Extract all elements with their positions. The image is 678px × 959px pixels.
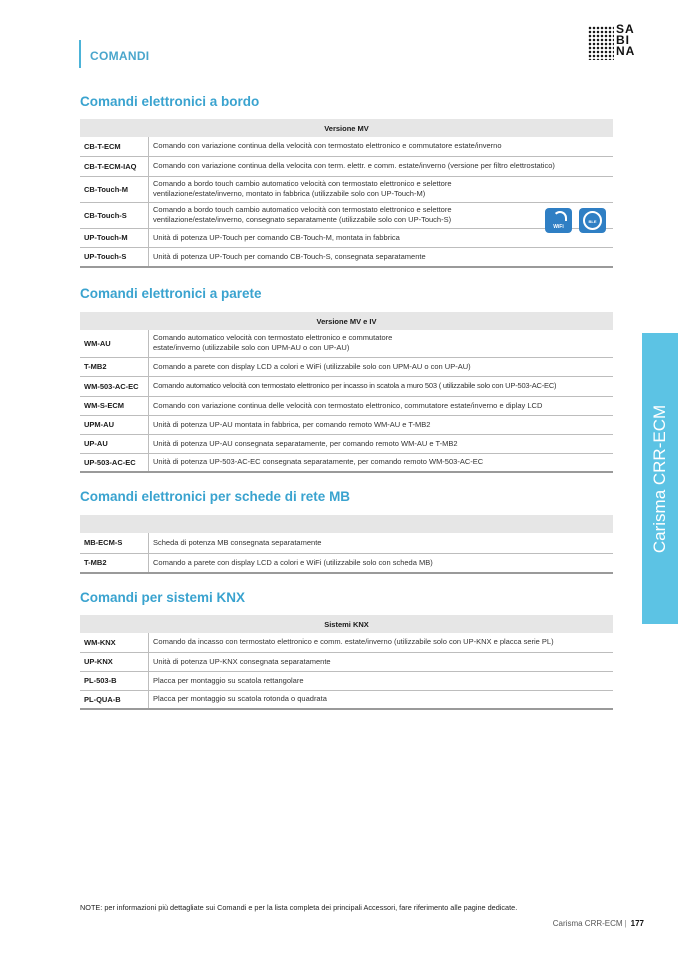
logo-line: NA bbox=[616, 44, 636, 58]
sabiana-logo bbox=[588, 22, 648, 62]
product-code: CB-Touch-M bbox=[80, 176, 149, 202]
product-code: UP-Touch-S bbox=[80, 247, 149, 267]
product-code: CB-T-ECM bbox=[80, 137, 149, 156]
product-description: Unità di potenza UP-503-AC-EC consegnata separatamente, per comando remoto WM-503-AC-EC bbox=[149, 453, 614, 472]
side-chapter-tab bbox=[642, 333, 678, 624]
header-accent-bar bbox=[79, 40, 81, 68]
product-description: Unità di potenza UP-Touch per comando CB-Touch-M, montata in fabbrica bbox=[149, 228, 614, 247]
table-bordo bbox=[80, 119, 613, 268]
product-description: Comando a bordo touch cambio automatico velocità con termostato elettronico e selettore ventilazione/estate/inverno, montato in fabbrica (utilizzabile solo con UP-Touch-M) bbox=[149, 176, 614, 202]
product-description: Placca per montaggio su scatola rettangolare bbox=[149, 671, 614, 690]
product-code: WM-KNX bbox=[80, 633, 149, 652]
logo-line: BI bbox=[616, 33, 630, 47]
section-title-bordo: Comandi elettronici a bordo bbox=[80, 94, 260, 109]
table-header bbox=[80, 515, 613, 533]
footnote: NOTE: per informazioni più dettagliate sui Comandi e per la lista completa dei principali Accessori, fare riferimento alle pagine dedicate. bbox=[80, 903, 518, 912]
connectivity-badges bbox=[545, 208, 609, 236]
product-description: Comando con variazione continua delle velocità con termostato elettronico, commutatore estate/inverno e diplay LCD bbox=[149, 396, 614, 415]
product-description: Comando automatico velocità con termostato elettronico per incasso in scatola a muro 503 ( utilizzabile solo con UP-503-AC-EC) bbox=[149, 376, 614, 396]
product-code: PL-QUA-B bbox=[80, 690, 149, 709]
table-knx bbox=[80, 615, 613, 710]
product-code: UP-503-AC-EC bbox=[80, 453, 149, 472]
logo-line: SA bbox=[616, 22, 635, 36]
product-code: CB-Touch-S bbox=[80, 202, 149, 228]
product-code: T-MB2 bbox=[80, 357, 149, 376]
footer-separator: | bbox=[624, 919, 627, 928]
logo-letters bbox=[616, 24, 648, 57]
product-description: Comando da incasso con termostato elettronico e comm. estate/inverno (utilizzabile solo con UP-KNX e placca serie PL) bbox=[149, 633, 614, 652]
product-code: MB-ECM-S bbox=[80, 533, 149, 553]
product-description: Unità di potenza UP-KNX consegnata separatamente bbox=[149, 652, 614, 671]
table-parete bbox=[80, 312, 613, 473]
product-code: UP-AU bbox=[80, 434, 149, 453]
page-footer bbox=[553, 919, 644, 928]
wifi-label: WiFi bbox=[553, 224, 564, 230]
product-code: WM-AU bbox=[80, 330, 149, 357]
bluetooth-icon bbox=[579, 208, 606, 233]
product-code: UP-Touch-M bbox=[80, 228, 149, 247]
product-code: PL-503-B bbox=[80, 671, 149, 690]
side-tab-label: Carisma CRR-ECM bbox=[650, 404, 669, 553]
product-code: T-MB2 bbox=[80, 553, 149, 573]
product-code: UP-KNX bbox=[80, 652, 149, 671]
table-header: Versione MV e IV bbox=[80, 312, 613, 330]
product-description: Comando a parete con display LCD a colori e WiFi (utilizzabile solo con scheda MB) bbox=[149, 553, 614, 573]
section-title-knx: Comandi per sistemi KNX bbox=[80, 590, 246, 605]
table-schede-mb bbox=[80, 515, 613, 574]
page-number: 177 bbox=[630, 919, 644, 928]
product-description: Placca per montaggio su scatola rotonda o quadrata bbox=[149, 690, 614, 709]
table-header: Sistemi KNX bbox=[80, 615, 613, 633]
wifi-arc bbox=[553, 211, 567, 221]
product-code: CB-T-ECM-IAQ bbox=[80, 156, 149, 176]
wifi-icon bbox=[545, 208, 572, 233]
product-description: Scheda di potenza MB consegnata separatamente bbox=[149, 533, 614, 553]
product-description: Comando a bordo touch cambio automatico velocità con termostato elettronico e selettore ventilazione/estate/inverno, consegnato separatamente (utilizzabile solo con UP-Touch-S) bbox=[149, 202, 614, 228]
product-description: Unità di potenza UP-Touch per comando CB-Touch-S, consegnata separatamente bbox=[149, 247, 614, 267]
logo-dot-grid bbox=[588, 26, 614, 60]
product-description: Comando con variazione continua della velocita con term. elettr. e comm. estate/inverno (versione per filtro elettrostatico) bbox=[149, 156, 614, 176]
footer-label: Carisma CRR-ECM bbox=[552, 919, 623, 928]
product-code: WM-503-AC-EC bbox=[80, 376, 149, 396]
table-header: Versione MV bbox=[80, 119, 613, 137]
product-description: Unità di potenza UP-AU consegnata separatamente, per comando remoto WM-AU e T-MB2 bbox=[149, 434, 614, 453]
product-description: Comando a parete con display LCD a colori e WiFi (utilizzabile solo con UPM-AU o con UP-AU) bbox=[149, 357, 614, 376]
product-code: WM-S-ECM bbox=[80, 396, 149, 415]
product-description: Unità di potenza UP-AU montata in fabbrica, per comando remoto WM-AU e T-MB2 bbox=[149, 415, 614, 434]
ble-label: BLE bbox=[588, 219, 597, 224]
product-code: UPM-AU bbox=[80, 415, 149, 434]
product-description: Comando automatico velocità con termostato elettronico e commutatore estate/inverno (utilizzabile solo con UPM-AU o con UP-AU) bbox=[149, 330, 614, 357]
section-title-parete: Comandi elettronici a parete bbox=[80, 286, 262, 301]
section-title-schede-mb: Comandi elettronici per schede di rete MB bbox=[80, 489, 351, 504]
product-description: Comando con variazione continua della velocità con termostato elettronico e commutatore estate/inverno bbox=[149, 137, 614, 156]
page-category-title: COMANDI bbox=[90, 49, 150, 63]
